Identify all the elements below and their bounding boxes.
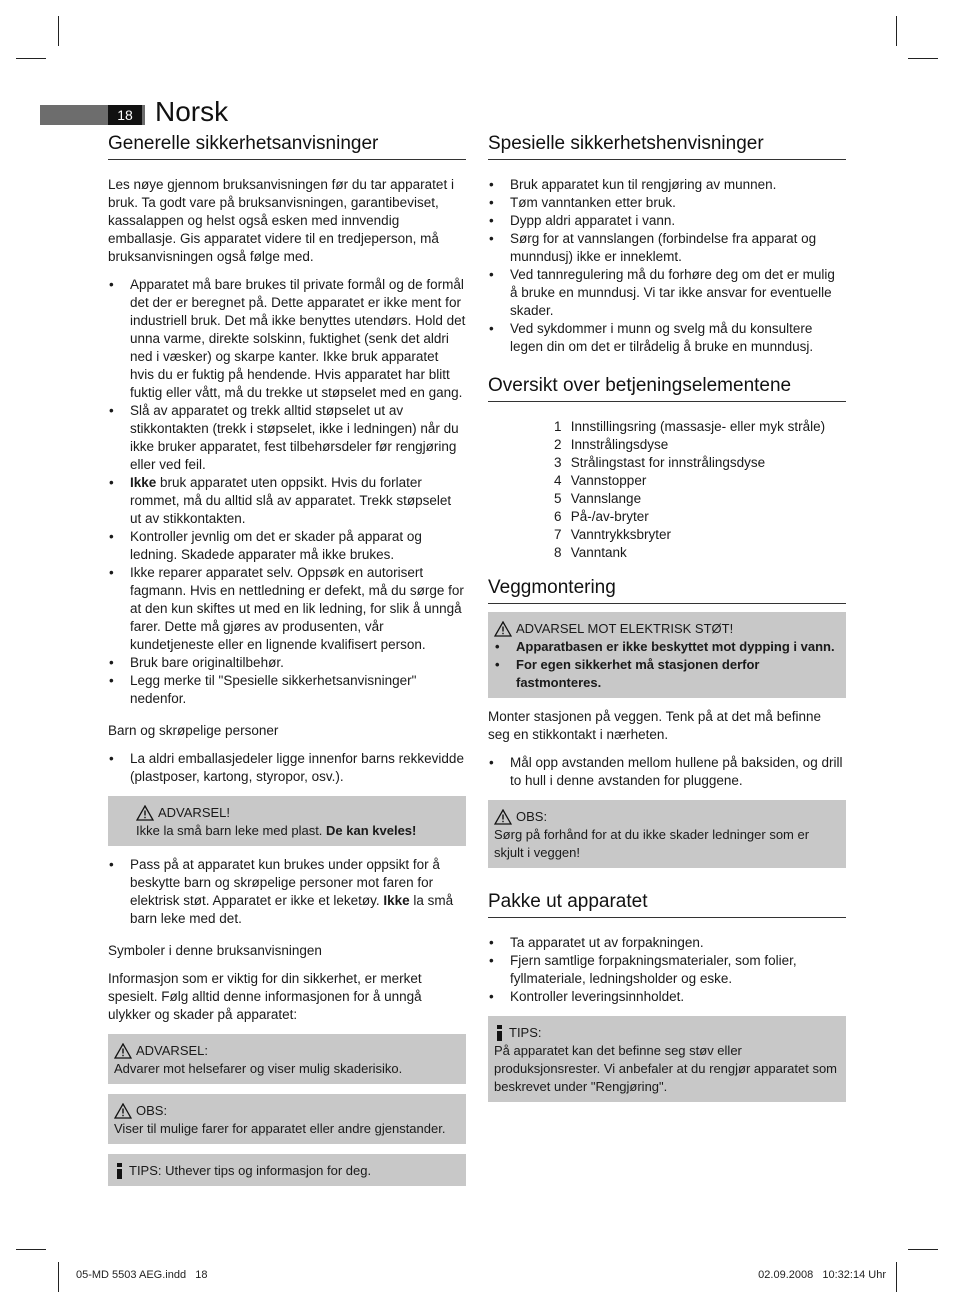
box-label: ADVARSEL! [158, 805, 231, 820]
box-label: OBS: [516, 809, 548, 824]
list-item: • Ta apparatet ut av forpakningen. [488, 934, 846, 952]
list-item [108, 474, 466, 528]
item-number: 5 [554, 491, 562, 506]
list-item: • Apparatbasen er ikke beskyttet mot dypping i vann. [494, 638, 840, 656]
crop-mark [896, 1262, 897, 1292]
box-label: ADVARSEL: [136, 1043, 209, 1058]
bold-text: Ikke [130, 475, 157, 490]
list-item [554, 544, 846, 562]
list-item: • For egen sikkerhet må stasjonen derfor fastmonteres. [494, 656, 840, 692]
box-text: På apparatet kan det befinne seg støv eller produksjonsrester. Vi anbefaler at du rengjør apparatet som beskrevet under "Rengjøring". [494, 1043, 838, 1094]
list-item: • Tøm vanntanken etter bruk. [488, 194, 846, 212]
item-number: 8 [554, 545, 562, 560]
box-text: Viser til mulige farer for apparatet eller andre gjenstander. [114, 1121, 446, 1136]
warning-icon [136, 805, 154, 821]
list-item: • Bruk apparatet kun til rengjøring av munnen. [488, 176, 846, 194]
unpack-tips-box [488, 1016, 846, 1102]
box-header [114, 1102, 460, 1120]
box-text: Advarer mot helsefarer og viser mulig skaderisiko. [114, 1061, 403, 1076]
box-header [494, 808, 840, 826]
box-label: ADVARSEL MOT ELEKTRISK STØT! [516, 621, 734, 636]
item-label: Innstillingsring (massasje- eller myk stråle) [570, 419, 826, 434]
item-label: Vannstopper [570, 473, 647, 488]
children-heading: Barn og skrøpelige personer [108, 723, 279, 738]
list-item-text: bruk apparatet uten oppsikt. Hvis du forlater rommet, må du alltid slå av apparatet. Trekk støpselet ut av stikkontakten. [130, 475, 452, 526]
crop-mark [908, 1249, 938, 1250]
list-item: • Ved tannregulering må du forhøre deg om det er mulig å bruke en munndusj. Vi tar ikke ansvar for eventuelle skader. [488, 266, 846, 320]
symbols-heading: Symboler i denne bruksanvisningen [108, 943, 322, 958]
left-column [108, 132, 466, 1196]
unpack-list [488, 934, 846, 1006]
list-item [554, 418, 846, 436]
general-safety-list [108, 276, 466, 708]
item-label: Vanntrykksbryter [570, 527, 672, 542]
wall-list [488, 754, 846, 790]
info-icon [114, 1163, 124, 1179]
footer-file: 05-MD 5503 AEG.indd 18 [76, 1269, 208, 1281]
list-item [554, 526, 846, 544]
item-number: 4 [554, 473, 562, 488]
crop-mark [58, 1262, 59, 1292]
item-number: 7 [554, 527, 562, 542]
item-number: 2 [554, 437, 562, 452]
intro-paragraph: Les nøye gjennom bruksanvisningen før du tar apparatet i bruk. Ta godt vare på bruksanvisningen, garantibeviset, kassalappen og helst også esken med innvendig emballasje. Gis apparatet videre til en tredjeperson, må bruksanvisningen også følge med. [108, 177, 454, 264]
list-item: • Fjern samtlige forpakningsmaterialer, som folier, fyllmateriale, ledningsholder og eske. [488, 952, 846, 988]
box-text [136, 822, 460, 840]
box-header [494, 620, 840, 638]
overview-list [554, 418, 846, 562]
list-item: • Sørg for at vannslangen (forbindelse fra apparat og munndusj) ikke er inneklemt. [488, 230, 846, 266]
wall-warning-list [494, 638, 840, 692]
list-item [108, 856, 466, 928]
list-item: • Kontroller jevnlig om det er skader på apparat og ledning. Skadede apparater må ikke brukes. [108, 528, 466, 564]
special-safety-list [488, 176, 846, 356]
crop-mark [908, 58, 938, 59]
right-column [488, 132, 846, 1112]
list-item: • Mål opp avstanden mellom hullene på baksiden, og drill to hull i denne avstanden for pluggene. [488, 754, 846, 790]
section-title-wall-mounting: Veggmontering [488, 576, 846, 604]
crop-mark [896, 16, 897, 46]
list-item: • Apparatet må bare brukes til private formål og de formål det der er beregnet på. Dette apparatet er ikke ment for industriell bruk. Det må ikke benyttes utendørs. Hold det unna varme, direkte solskinn, fuktighet (senk det aldri ned i væsker) og skarpe kanter. Ikke bruk apparatet hvis du er fuktig på hendende. Hvis apparatet har blitt fuktig eller vått, må du trekke ut støpselet med en gang. [108, 276, 466, 402]
list-item-text: la små barn leke med det. [130, 893, 454, 926]
footer-datetime: 02.09.2008 10:32:14 Uhr [758, 1269, 886, 1281]
list-item: • Slå av apparatet og trekk alltid støpselet ut av stikkontakten (trekk i støpselet, ikke i ledningen) når du ikke bruker apparatet, fest tilbehørsdeler før rengjøring eller ved feil. [108, 402, 466, 474]
box-text-normal: Ikke la små barn leke med plast. [136, 823, 327, 838]
crop-mark [16, 58, 46, 59]
box-label: OBS: [136, 1103, 168, 1118]
children-list [108, 750, 466, 786]
crop-mark [58, 16, 59, 46]
item-label: Vanntank [570, 545, 627, 560]
box-text-bold: De kan kveles! [326, 823, 417, 838]
item-number: 6 [554, 509, 562, 524]
section-title-general-safety: Generelle sikkerhetsanvisninger [108, 132, 466, 160]
box-header [494, 1024, 840, 1042]
section-title-special-safety: Spesielle sikkerhetshenvisninger [488, 132, 846, 160]
warning-icon [114, 1043, 132, 1059]
list-item [554, 436, 846, 454]
list-item: • Dypp aldri apparatet i vann. [488, 212, 846, 230]
wall-text: Monter stasjonen på veggen. Tenk på at det må befinne seg en stikkontakt i nærheten. [488, 709, 821, 742]
box-label: TIPS: [129, 1163, 162, 1178]
list-item: • Kontroller leveringsinnholdet. [488, 988, 846, 1006]
list-item: • Bruk bare originaltilbehør. [108, 654, 466, 672]
list-item: • La aldri emballasjedeler ligge innenfor barns rekkevidde (plastposer, kartong, styropor, osv.). [108, 750, 466, 786]
list-item [554, 508, 846, 526]
children-list-2 [108, 856, 466, 928]
item-label: Vannslange [570, 491, 642, 506]
wall-warning-box [488, 612, 846, 698]
legend-tips-box [108, 1154, 466, 1186]
box-header [136, 804, 460, 822]
section-title-overview: Oversikt over betjeningselementene [488, 374, 846, 402]
item-number: 3 [554, 455, 562, 470]
item-label: Strålingstast for innstrålingsdyse [570, 455, 766, 470]
list-item-text: Pass på at apparatet kun brukes under oppsikt for å beskytte barn og skrøpelige personer mot faren for elektrisk støt. Apparatet er ikke et leketøy. [130, 857, 440, 908]
info-icon [494, 1025, 504, 1041]
item-label: På-/av-bryter [570, 509, 649, 524]
list-item: • Ved sykdommer i munn og svelg må du konsultere legen din om det er tilrådelig å bruke en munndusj. [488, 320, 846, 356]
box-text: Uthever tips og informasjon for deg. [161, 1163, 372, 1178]
wall-obs-box [488, 800, 846, 868]
list-item [554, 490, 846, 508]
box-header [114, 1042, 460, 1060]
item-number: 1 [554, 419, 562, 434]
page-number: 18 [108, 105, 142, 125]
list-item [554, 472, 846, 490]
box-header [114, 1162, 460, 1180]
warning-icon [114, 1103, 132, 1119]
box-label: TIPS: [509, 1025, 542, 1040]
list-item: • Ikke reparer apparatet selv. Oppsøk en autorisert fagmann. Hvis en nettledning er defekt, må du sørge for at den kun skiftes ut med en lik ledning, for slik å unngå farer. Dette må gjøres av produsenten, vår kundetjeneste eller en lignende kvalifisert person. [108, 564, 466, 654]
legend-warning-box [108, 1034, 466, 1084]
item-label: Innstrålingsdyse [570, 437, 669, 452]
list-item: • Legg merke til "Spesielle sikkerhetsanvisninger" nedenfor. [108, 672, 466, 708]
bold-text: Ikke [383, 893, 410, 908]
crop-mark [16, 1249, 46, 1250]
children-warning-box [108, 796, 466, 846]
box-text: Sørg på forhånd for at du ikke skader ledninger som er skjult i veggen! [494, 827, 810, 860]
list-item [554, 454, 846, 472]
warning-icon [494, 621, 512, 637]
symbols-intro: Informasjon som er viktig for din sikkerhet, er merket spesielt. Følg alltid denne informasjonen for å unngå ulykker og skader på apparatet: [108, 971, 422, 1022]
legend-obs-box [108, 1094, 466, 1144]
warning-icon [494, 809, 512, 825]
section-title-unpacking: Pakke ut apparatet [488, 890, 846, 918]
language-title: Norsk [155, 96, 229, 127]
